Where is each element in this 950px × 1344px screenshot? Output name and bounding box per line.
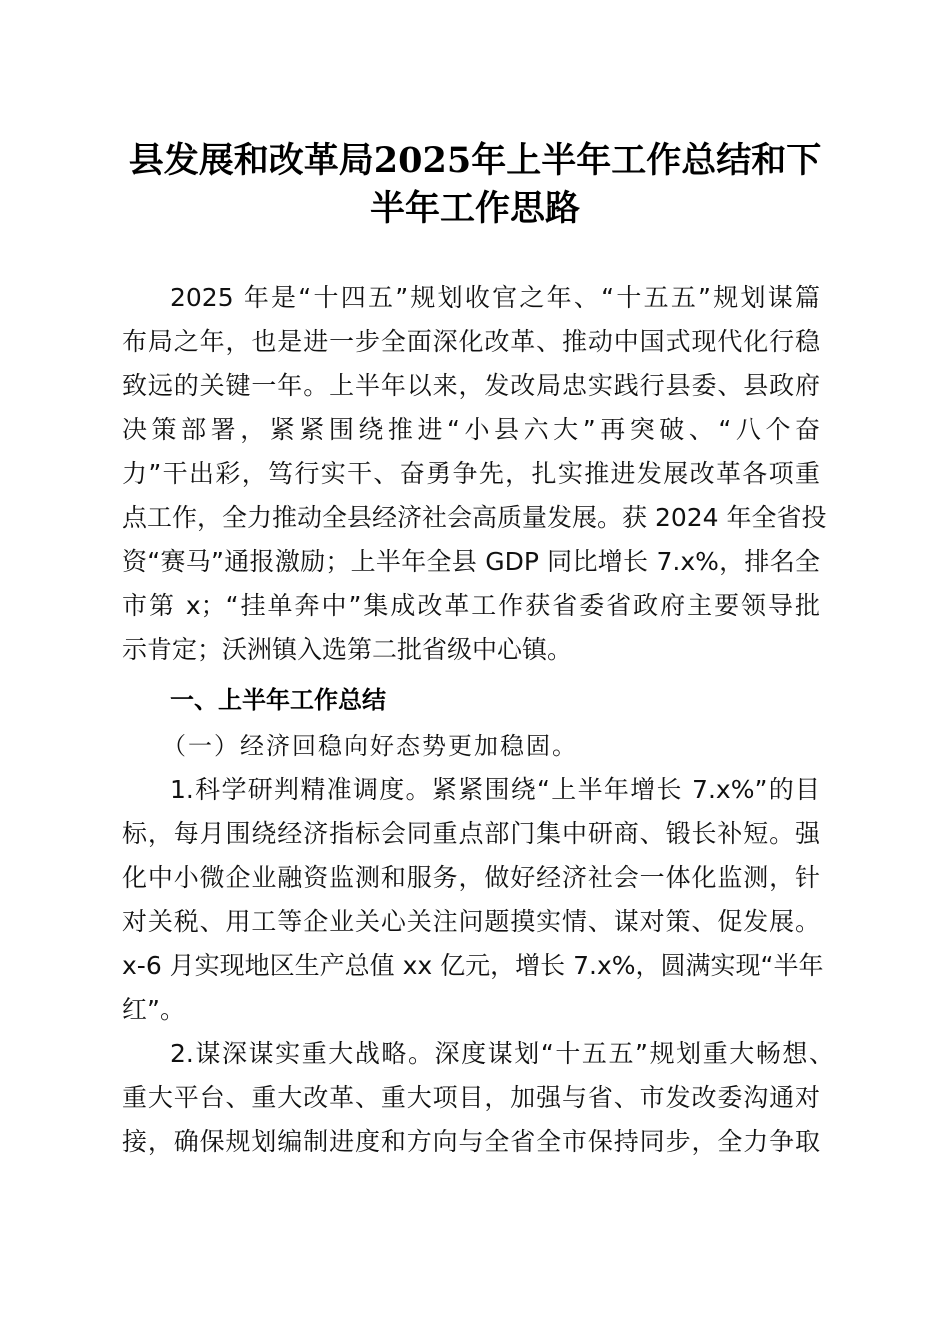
item-line: 对关税、用工等企业关心关注问题摸实情、谋对策、促发展。 bbox=[122, 907, 820, 936]
item-line: 接，确保规划编制进度和方向与全省全市保持同步，全力争取 bbox=[122, 1127, 820, 1156]
intro-line: 点工作，全力推动全县经济社会高质量发展。获 2024 年全省投 bbox=[122, 503, 827, 532]
document-title-line-1: 县发展和改革局2025年上半年工作总结和下 bbox=[128, 140, 822, 181]
intro-line: 力”干出彩，笃行实干、奋勇争先，扎实推进发展改革各项重 bbox=[122, 459, 820, 488]
intro-line: 资“赛马”通报激励；上半年全县 GDP 同比增长 7.x%，排名全 bbox=[122, 547, 820, 576]
item-line: x-6 月实现地区生产总值 xx 亿元，增长 7.x%，圆满实现“半年 bbox=[122, 951, 824, 980]
item-line: 2.谋深谋实重大战略。深度谋划“十五五”规划重大畅想、 bbox=[170, 1039, 834, 1068]
intro-line: 致远的关键一年。上半年以来，发改局忠实践行县委、县政府 bbox=[122, 371, 820, 400]
item-line: 红”。 bbox=[122, 995, 185, 1024]
intro-line: 市第 x；“挂单奔中”集成改革工作获省委省政府主要领导批 bbox=[122, 591, 820, 620]
intro-line: 布局之年，也是进一步全面深化改革、推动中国式现代化行稳 bbox=[122, 327, 820, 356]
document-title-line-2: 半年工作思路 bbox=[369, 188, 580, 229]
item-line: 重大平台、重大改革、重大项目，加强与省、市发改委沟通对 bbox=[122, 1083, 820, 1112]
intro-line: 2025 年是“十四五”规划收官之年、“十五五”规划谋篇 bbox=[170, 283, 820, 312]
intro-line: 示肯定；沃洲镇入选第二批省级中心镇。 bbox=[122, 635, 573, 664]
item-line: 1.科学研判精准调度。紧紧围绕“上半年增长 7.x%”的目 bbox=[170, 775, 820, 804]
subsection-heading: （一）经济回稳向好态势更加稳固。 bbox=[162, 732, 578, 760]
section-heading: 一、上半年工作总结 bbox=[170, 686, 386, 714]
intro-line: 决策部署，紧紧围绕推进“小县六大”再突破、“八个奋 bbox=[122, 415, 820, 444]
item-line: 标，每月围绕经济指标会同重点部门集中研商、锻长补短。强 bbox=[122, 819, 820, 848]
item-line: 化中小微企业融资监测和服务，做好经济社会一体化监测，针 bbox=[122, 863, 820, 892]
